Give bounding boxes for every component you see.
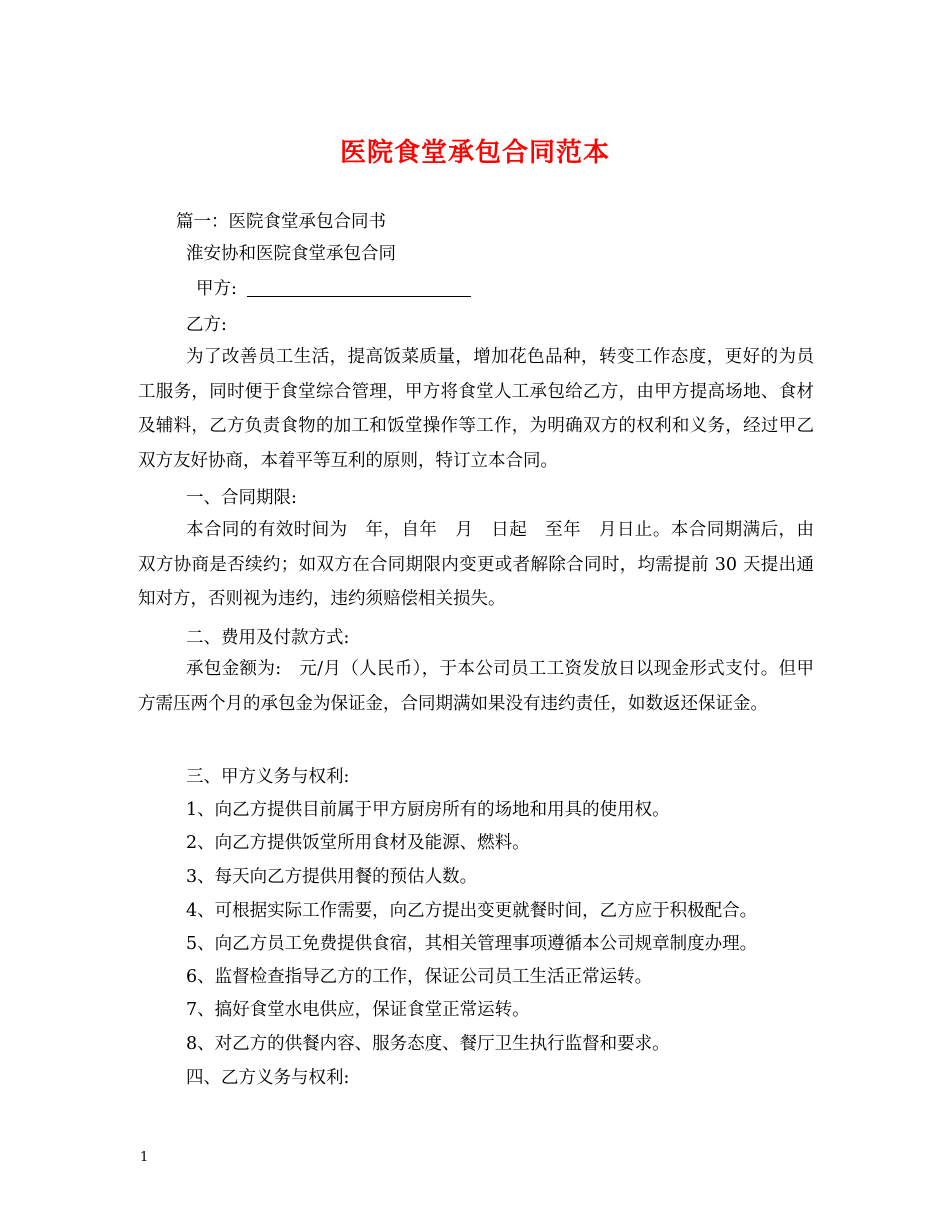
- list-item: 6、监督检查指导乙方的工作，保证公司员工生活正常运转。: [186, 967, 653, 987]
- page-number: 1: [140, 1150, 149, 1165]
- contract-subtitle: 淮安协和医院食堂承包合同: [186, 244, 396, 264]
- party-a-blank-field: [247, 278, 471, 297]
- section-4-heading: 四、乙方义务与权利:: [186, 1068, 350, 1088]
- list-item: 3、每天向乙方提供用餐的预估人数。: [186, 867, 478, 887]
- chapter-heading: 篇一：医院食堂承包合同书: [176, 212, 386, 232]
- section-1-body: 本合同的有效时间为 年，自年 月 日起 至年 月日止。本合同期满后，由双方协商是否续约；如双方在合同期限内变更或者解除合同时，均需提前 30 天提出通知对方，否则视为违约，违约须赔偿相关损失。: [138, 520, 814, 609]
- list-item: 5、向乙方员工免费提供食宿，其相关管理事项遵循本公司规章制度办理。: [186, 934, 758, 954]
- section-3-heading: 三、甲方义务与权利:: [186, 767, 350, 787]
- party-b-label: 乙方:: [186, 315, 227, 335]
- section-2-heading: 二、费用及付款方式:: [186, 628, 350, 648]
- document-title: 医院食堂承包合同范本: [339, 138, 610, 168]
- list-item: 2、向乙方提供饭堂所用食材及能源、燃料。: [186, 833, 530, 853]
- party-a-line: [196, 277, 471, 301]
- list-item: 1、向乙方提供目前属于甲方厨房所有的场地和用具的使用权。: [186, 800, 670, 820]
- intro-paragraph: 为了改善员工生活，提高饭菜质量，增加花色品种，转变工作态度，更好的为员工服务，同时便于食堂综合管理，甲方将食堂人工承包给乙方，由甲方提高场地、食材及辅料，乙方负责食物的加工和饭堂操作等工作，为明确双方的权利和义务，经过甲乙双方友好协商，本着平等互利的原则，特订立本合同。: [138, 347, 814, 471]
- list-item: 7、搞好食堂水电供应，保证食堂正常运转。: [186, 1000, 530, 1020]
- list-item: 8、对乙方的供餐内容、服务态度、餐厅卫生执行监督和要求。: [186, 1034, 670, 1054]
- section-2-body: 承包金额为: 元/月（人民币），于本公司员工工资发放日以现金形式支付。但甲方需压两个月的承包金为保证金，合同期满如果没有违约责任，如数返还保证金。: [138, 659, 814, 714]
- party-a-label: 甲方:: [196, 279, 237, 299]
- section-1-heading: 一、合同期限:: [186, 488, 297, 508]
- list-item: 4、可根据实际工作需要，向乙方提出变更就餐时间，乙方应于积极配合。: [186, 901, 758, 921]
